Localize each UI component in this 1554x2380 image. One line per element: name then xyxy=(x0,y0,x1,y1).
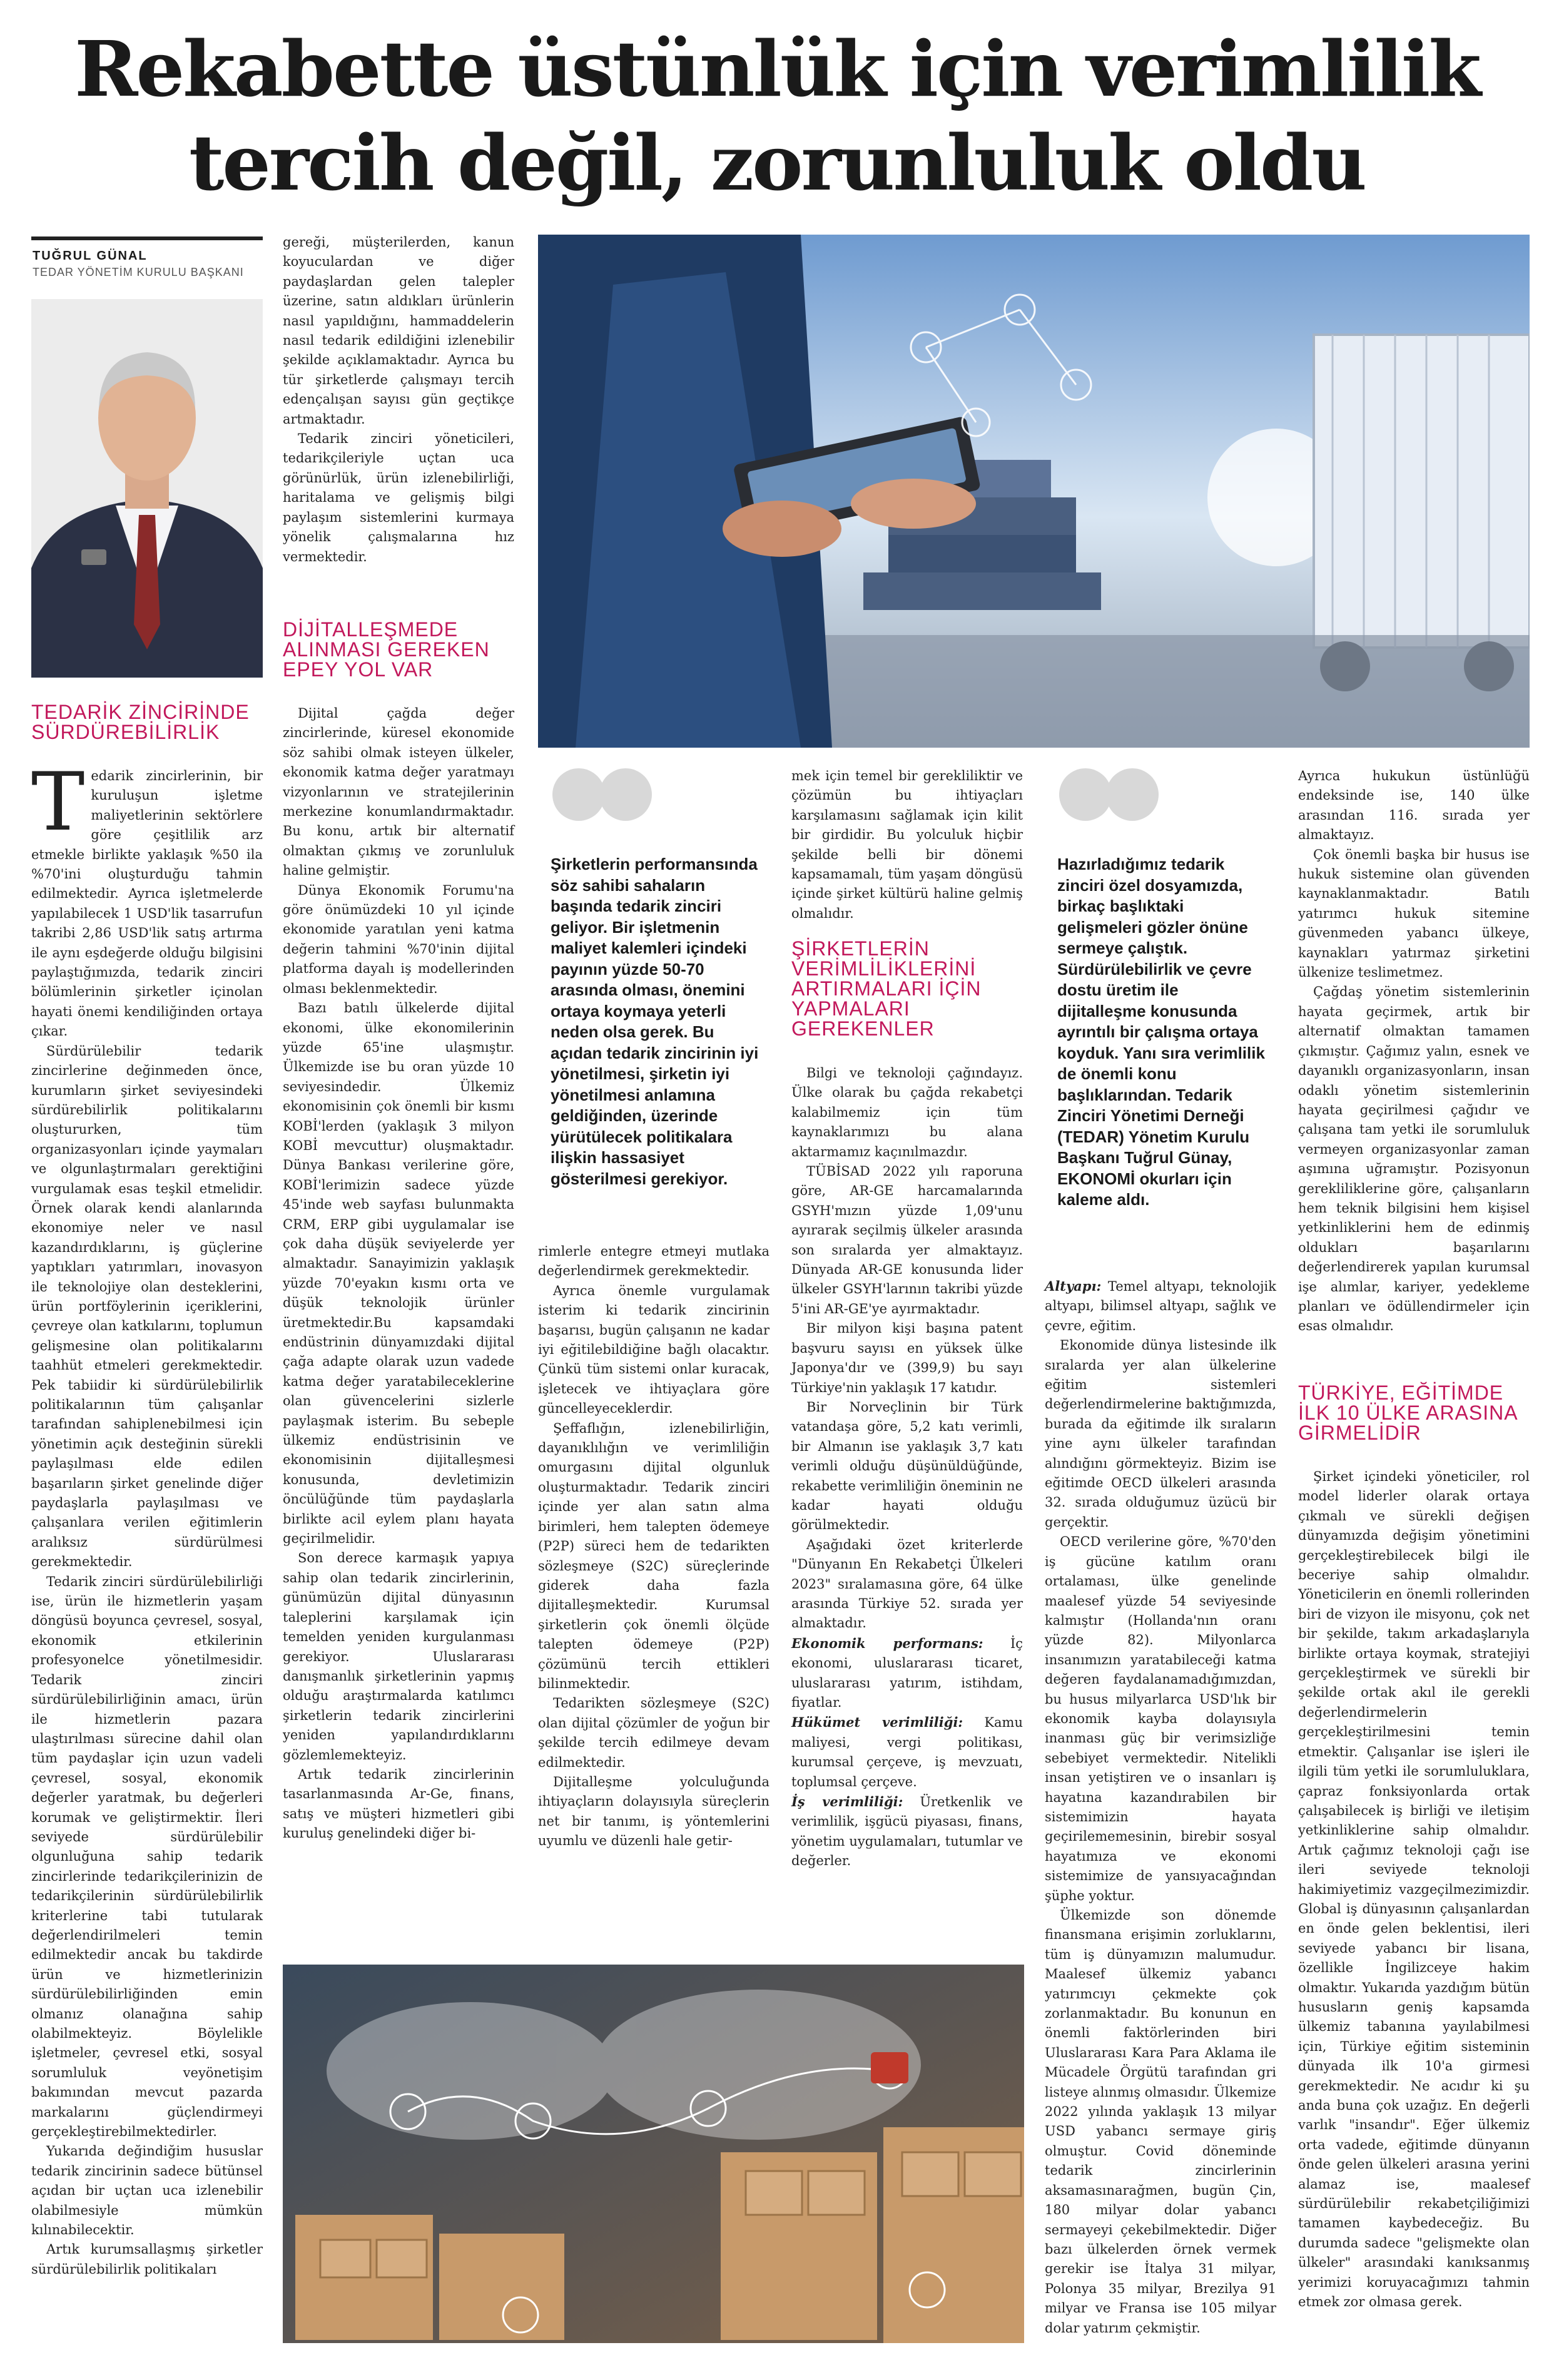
col3-paragraph: Ayrıca önemle vurgulamak isterim ki tedarik zincirinin başarısı, bugün çalışanın ne kadar iyi eğitilebildiğine bağlı olacaktır. Çünkü tüm sistemi onlar kuracak, işletecek ve ihtiyaçlara göre güncelleyeceklerdir. xyxy=(538,1283,769,1416)
col2-paragraph: Son derece karmaşık yapıya sahip olan tedarik zincirlerinin, günümüzün dijital dünyasının taleplerini karşılamak için temelden yeniden kurgulanması gerekiyor. Uluslararası danışmanlık şirketlerinin yapmış olduğu araştırmalarda katılımcı şirketlerin tedarik zincirlerini yeniden yapılandırdıklarını gözlemlemekteyiz. xyxy=(283,1550,514,1762)
col3-paragraph: Şeffaflığın, izlenebilirliğin, dayanıklılığın ve verimliliğin omurgasını dijital olgunluk oluşturmaktadır. Tedarik zinciri içinde yer alan satın alma birimleri, hem talepten ödemeye (P2P) süreci hem de tedarikten sözleşmeye (S2C) süreçlerinde giderek daha fazla dijitalleşmektedir. Kurumsal şirketlerin çok önemli ölçüde talepten ödemeye (P2P) çözümünü tercih ettikleri bilinmektedir. xyxy=(538,1420,769,1691)
headline-line-2: tercih değil, zorunluluk oldu xyxy=(188,118,1366,208)
subhead-dijitallesme: DİJİTALLEŞMEDE ALINMASI GEREKEN EPEY YOL VAR xyxy=(283,618,490,681)
subhead-egitim: TÜRKİYE, EĞİTİMDE İLK 10 ÜLKE ARASINA GİRMELİDİR xyxy=(1298,1381,1517,1444)
criteria-infrastructure: Altyapı: Temel altyapı, teknolojik altyapı, bilimsel altyapı, sağlık ve çevre, eğitim. xyxy=(1045,1278,1276,1333)
col4-paragraph: Bir Norveçlinin bir Türk vatandaşa göre, 5,2 katı verimli, bir Almanın ise yaklaşık 3,7 katı verimli olduğu düşünüldüğünde, rekabette verimliliğin öneminin ne kadar hayati olduğu görülmektedir. xyxy=(791,1399,1023,1533)
col2-paragraph: Dünya Ekonomik Forumu'na göre önümüzdeki 10 yıl içinde ekonomide yaratılan yeni katma değerin tahmini %70'inin dijital platforma dayalı iş modellerinden olması beklenmektedir. xyxy=(283,882,514,996)
headline xyxy=(0,22,1554,210)
col6-paragraph: Ayrıca hukukun üstünlüğü endeksinde ise, 140 ülke arasından 116. sırada yer almaktayız. xyxy=(1298,768,1530,843)
col3-paragraph: rimlerle entegre etmeyi mutlaka değerlendirmek gerekmektedir. xyxy=(538,1244,769,1279)
pull-quote-2: Hazırladığımız tedarik zinciri özel dosyamızda, birkaç başlıktaki gelişmeleri gözler önüne sermeye çalıştık. Sürdürülebilirlik ve çevre dostu üretim ile dijitalleşme konusunda ayrıntılı bir çalışma ortaya koyduk. Yanı sıra verimlilik de önemli konu başlıklarından. Tedarik Zinciri Yönetimi Derneği (TEDAR) Yönetim Kurulu Başkanı Tuğrul Günay, EKONOMİ okurları için kaleme aldı. xyxy=(1057,855,1265,1209)
criteria-economic: Ekonomik performans: İç ekonomi, uluslararası ticaret, uluslararası yatırım, istihdam, fiyatlar. xyxy=(791,1635,1023,1710)
criteria-government: Hükümet verimliliği: Kamu maliyesi, vergi politikası, kurumsal çerçeve, iş mevzuatı, toplumsal çerçeve. xyxy=(791,1714,1023,1789)
col3-paragraph: Dijitalleşme yolculuğunda ihtiyaçların dolayısıyla süreçlerin net bir tanımı, iş yöntemlerini uyumlu ve düzenli hale getir- xyxy=(538,1774,769,1849)
col6-paragraph: Çok önemli başka bir husus ise hukuk sistemine olan güvenden kaynaklanmaktadır. Batılı yatırımcı hukuk sitemine güvenmeden yabancı ülkeye, kaynakları yatırmaz şirketini ülkenize teslimetmez. xyxy=(1298,847,1530,980)
col2-paragraph: Bazı batılı ülkelerde dijital ekonomi, ülke ekonomilerinin yüzde 65'ine ulaşmıştır. Ülkemizde ise bu oran yüzde 10 seviyesindedir. Ülkemiz ekonomisinin çok önemli bir kısmı KOBİ'lerden (yaklaşık 3 milyon KOBİ mevcuttur) oluşmaktadır. Dünya Bankası verilerine göre, KOBİ'lerimizin sadece yüzde 45'inde web sayfası bulunmakta CRM, ERP gibi uygulamalar ise çok daha düşük seviyelerde yer almaktadır. Sanayimizin yaklaşık yüzde 70'eyakın kısmı orta ve düşük teknolojik ürünler üretmektedir.Bu kapsamdaki endüstrinin dünyamızdaki dijital çağa adapte olarak uzun vadede katma değer yaratabileceklerine olan güvencelerini sizlerle paylaşmak isterim. Bu sebeple ülkemiz endüstrisinin ve ekonomisinin dijitalleşmesi konusunda, devletimizin öncülüğünde tüm paydaşlarla birlikte acil eylem planı hayata geçirilmelidir. xyxy=(283,1000,514,1547)
column-6 xyxy=(1298,1467,1530,2312)
col2-paragraph: Tedarik zinciri yöneticileri, tedarikçileriyle uçtan uca görünürlük, ürün izlenebilirliği, haritalama ve gelişmiş bilgi paylaşım sistemlerini kurmaya yönelik çalışmalarına hız vermektedir. xyxy=(283,431,514,564)
quote-mark-icon xyxy=(1057,766,1164,823)
col1-intro: edarik zincirlerinin, bir kuruluşun işletme maliyetlerinin sektörlere göre çeşitlilik arz etmekle birlikte yaklaşık %50 ila %70'ini oluşturduğu tahmin edilmektedir. Ayrıca işletmelerde yapılabilecek 1 USD'lik tasarrufun takribi 2,86 USD'lik satış artırma ile aynı eşdeğerde olduğu bilgisini paylaştığımızda, tedarik zinciri bölümlerinin şirketler içinolan hayati önemi kendiliğinden ortaya çıkar. xyxy=(31,768,263,1039)
col5-paragraph: Ülkemizde son dönemde finansmana erişimin zorluklarını, tüm iş dünyamızın malumudur. Maalesef ülkemiz yabancı yatırımcıyı çekmekte çok zorlanmaktadır. Bu konunun en önemli faktörlerinden biri Uluslararası Kara Para Aklama ile Mücadele Örgütü tarafından gri listeye alınmış olmasıdır. Ülkemize 2022 yılında yaklaşık 13 milyar USD yabancı sermaye giriş olmuştur. Covid döneminde tedarik zincirlerinin aksamasınarağmen, bugün Çin, 180 milyar dolar yabancı sermayeyi çekebilmektedir. Diğer bazı ülkelerden örnek vermek gerekir ise İtalya 31 milyar, Polonya 35 milyar, Brezilya 91 milyar ve Fransa ise 105 milyar dolar yatırım çekmiştir. xyxy=(1045,1908,1276,2336)
subhead-surdurebilirlik: TEDARİK ZİNCİRİNDE SÜRDÜREBİLİRLİK xyxy=(31,701,250,743)
author-photo xyxy=(31,299,263,678)
pull-quote-1: Şirketlerin performansında söz sahibi sahaların başında tedarik zinciri geliyor. Bir işletmenin maliyet kalemleri içindeki payının yüzde 50-70 arasında olması, önemini ortaya koymaya yeterli neden olsa gerek. Bu açıdan tedarik zincirinin iyi yönetilmesi, şirketin iyi yönetilmesi anlamına geldiğinden, üzerinde yürütülecek politikalara ilişkin hassasiyet gösterilmesi gerekiyor. xyxy=(551,855,759,1188)
col4-paragraph: TÜBİSAD 2022 yılı raporuna göre, AR-GE harcamalarında GSYH'mızın yüzde 1,09'unu ayırarak seçilmiş ülkeler arasında son sıralarda yer almaktayız. Dünyada AR-GE konusunda lider ülkeler GSYH'larının takribi yüzde 5'ini AR-GE'ye ayırmaktadır. xyxy=(791,1164,1023,1316)
col1-paragraph: Yukarıda değindiğim hususlar tedarik zincirinin sadece bütünsel açıdan bir uçtan uca izlenebilir olabilmesiyle mümkün kılınabilecektir. xyxy=(31,2144,263,2238)
warehouse-map-image xyxy=(283,1965,1024,2343)
col2-paragraph: Dijital çağda değer zincirlerinde, küresel ekonomide söz sahibi olmak isteyen ülkeler, ekonomik katma değer yaratmayı vizyonlarının ve stratejilerinin merkezine konumlandırmaktadır. Bu konu, artık bir alternatif olmaktan çıkmış ve zorunluluk haline gelmiştir. xyxy=(283,706,514,878)
column-2-top xyxy=(283,233,514,567)
col1-paragraph: Tedarik zinciri sürdürülebilirliği ise, ürün ile hizmetlerin yaşam döngüsü boyunca çevresel, sosyal, ekonomik etkilerinin profesyonelce yönetilmesidir. Tedarik zinciri sürdürülebilirliğinin amacı, ürün ile hizmetlerin pazara ulaştırılması sürecine dahil olan tüm paydaşlar için uzun vadeli çevresel, sosyal, ekonomik değerler yaratmak, bu değerleri korumak ve geliştirmektir. İleri seviyede sürdürülebilir olgunluğuna sahip tedarik zincirlerinde tedarikçilerinizin de tedarikçilerinin sürdürülebilirlik kriterlerine tabi tutularak değerlendirilmeleri temin edilmektedir ancak bu takdirde ürün ve hizmetlerinizin sürdürülebilirliğinden emin olmanız olanağına sahip olabilmekteyiz. Böylelikle işletmeler, çevresel etki, sosyal sorumluluk veyönetişim bakımından mevcut pazarda markalarını güçlendirmeyi gerçekleştirebilmektedirler. xyxy=(31,1574,263,2140)
author-name: TUĞRUL GÜNAL xyxy=(33,249,148,263)
column-1 xyxy=(31,756,263,2368)
subhead-verimlilik: ŞİRKETLERİN VERİMLİLİKLERİNİ ARTIRMALARI İÇİN YAPMALARI GEREKENLER xyxy=(791,937,982,1040)
col2-paragraph: Artık tedarik zincirlerinin tasarlanmasında Ar-Ge, finans, satış ve müşteri hizmetleri gibi kuruluş genelindeki diğer bi- xyxy=(283,1766,514,1841)
drop-cap: T xyxy=(31,756,85,849)
col2-paragraph: gereği, müşterilerden, kanun koyuculardan ve diğer paydaşlardan gelen talepler üzerine, satın aldıkları ürünlerin nasıl yapıldığını, hammaddelerin nasıl tedarik edildiğini izlenebilir şekilde açıklamaktadır. Ayrıca bu tür şirketlerde çalışmayı tercih edençalışan sayısı gün geçtikçe artmaktadır. xyxy=(283,235,514,427)
criteria-business: İş verimliliği: Üretkenlik ve verimlilik, işgücü piyasası, finans, yönetim uygulamaları, tutumlar ve değerler. xyxy=(791,1794,1023,1869)
column-4-top xyxy=(791,766,1023,923)
col3-paragraph: Tedarikten sözleşmeye (S2C) olan dijital çözümler de yoğun bir şekilde tercih edilmeye devam edilmektedir. xyxy=(538,1696,769,1770)
headline-line-1: Rekabette üstünlük için verimlilik xyxy=(74,24,1480,114)
col1-paragraph: Artık kurumsallaşmış şirketler sürdürülebilirlik politikaları xyxy=(31,2242,263,2277)
col5-paragraph: Ekonomide dünya listesinde ilk sıralarda yer alan ülkelerine eğitim sistemleri değerlendirmelerine baktığımızda, burada da eğitimde ilk sıraların yine aynı ülkeler tarafından alındığını görmekteyiz. Bizim ise eğitimde OECD ülkeleri arasında 32. sırada olduğumuz üzücü bir gerçektir. xyxy=(1045,1338,1276,1530)
column-6-top xyxy=(1298,766,1530,1336)
col4-paragraph: Aşağıdaki özet kriterlerde "Dünyanın En Rekabetçi Ülkeleri 2023" sıralamasına göre, 64 ülke arasında Türkiye 52. sırada yer almaktadır. xyxy=(791,1537,1023,1631)
col6-paragraph: Şirket içindeki yöneticiler, rol model liderler olarak ortaya çıkmalı ve sürekli değişen dünyamızda değişim yönetimini gerçekleştirebilecek bilgi ile beceriye sahip olmalıdır. Yöneticilerin en önemli rollerinden biri de vizyon ile misyonu, çok net bir şekilde, takım arkadaşlarıyla birlikte ortaya koymak, stratejiyi gerçekleştirmek ve sürekli bir şekilde ortak akıl ile gerekli değerlendirmelerin gerçekleştirilmesini temin etmektir. Çalışanlar ise işleri ile ilgili tüm yetki ile sorumluluklara, çapraz fonksiyonlarda ortak çalışabilecek iş birliği ve iletişim yetkinliklerine sahip olmalıdır. Artık çağımız teknoloji çağı ise ileri seviyede teknoloji hakimiyetimiz vazgeçilmezimizdir. Global iş dünyasının çalışanlardan en önde gelen beklentisi, ileri seviyede yabancı bir lisana, özellikle İngilizceye hakim olmaktır. Yukarıda yazdığım bütün hususların geniş kapsamda ülkemiz tabanına yayılabilmesi için, Türkiye eğitim sisteminin dünyada ilk 10'a girmesi gerekmektedir. Ne acıdır ki şu anda buna çok uzağız. En değerli varlık "insandır". Eğer ülkemiz orta vadede, eğitimde dünyanın önde gelen ülkeleri arasına yerini alamaz ise, maalesef sürdürülebilir rekabetçiliğimizi tamamen kaybedeceğiz. Bu durumda sadece "gelişmekte olan ülkeler" arasındaki kanıksanmış yerimizi koruyacağımızı tahmin etmek zor olmasa gerek. xyxy=(1298,1469,1530,2310)
column-3 xyxy=(538,1242,769,1851)
hero-logistics-image xyxy=(538,235,1530,748)
author-title: TEDAR YÖNETİM KURULU BAŞKANI xyxy=(33,266,244,278)
col6-paragraph: Çağdaş yönetim sistemlerinin hayata geçirmek, artık bir alternatif olmaktan tamamen çıkmıştır. Çağımız yalın, esnek ve dayanıklı organizasyonların, insan odaklı yönetim sistemlerinin hayata geçirilmesi çağıdır ve çalışana tam yetki ile sorumluluk vermeyen organizasyonlar zaman aşımına uğramıştır. Pozisyonun gerekliliklerine göre, çalışanların hem teknik bilgisini hem kişisel yetkinliklerini hem de edinmiş oldukları başarılarını değerlendirerek yapılan kurumsal işe alımlar, kariyer, yedekleme planları ve ödüllendirmeler için esas olmalıdır. xyxy=(1298,984,1530,1334)
column-2 xyxy=(283,704,514,1949)
author-rule xyxy=(31,236,263,240)
quote-mark-icon xyxy=(551,766,657,823)
column-4 xyxy=(791,1064,1023,1871)
col5-paragraph: OECD verilerine göre, %70'den iş gücüne katılım oranı ortalaması, ülke genelinde maalesef yüzde 54 seviyesinde kalmıştır (Hollanda'nın oranı yüzde 82). Milyonlarca insanımızın yaratabileceği katma değeren faydalanamadığımızdan, bu husus milyarlarca USD'lık bir ekonomik kayba dolayısıyla inanması güç bir verimsizliğe sebebiyet vermektedir. Nitelikli insan yetiştiren ve o insanları iş hayatına kazandırabilen bir sistemimizin hayata geçirilememesinin, birebir sosyal hayatımıza ve ekonomi sistemimize de yansıyacağından şüphe yoktur. xyxy=(1045,1534,1276,1903)
column-5 xyxy=(1045,1276,1276,2338)
col4-paragraph: Bilgi ve teknoloji çağındayız. Ülke olarak bu çağda rekabetçi kalabilmemiz için tüm kaynaklarımızı bu alana aktarmamız kaçınılmazdır. xyxy=(791,1065,1023,1159)
col4-paragraph: mek için temel bir gerekliliktir ve çözümün bu ihtiyaçları karşılamasını sağlamak için kilit bir girdidir. Bu yolculuk hiçbir şekilde belli bir dönemi kapsamamalı, tüm yaşam döngüsü içinde şirket kültürü haline gelmiş olmalıdır. xyxy=(791,768,1023,921)
col1-paragraph: Sürdürülebilir tedarik zincirlerine değinmeden önce, kurumların şirket seviyesindeki sürdürebilirlik politikalarını oluştururken, tüm organizasyonları içinde yaymaları ve olgunlaştırmaları gerektiğini vurgulamak esas teşkil etmelidir. Örnek olarak kendi alanlarında ekonomiye neler ve nasıl kazandırdıklarını, iş güçlerine yaptıkları yatırımları, inovasyon ile teknolojiye olan desteklerini, ürün portföylerinin içeriklerini, çevreye olan katkılarını, toplumun gelişmesine olan politikalarını taahhüt etmeleri gerekmektedir. Pek tabiidir ki sürdürülebilirlik politikalarının tüm çalışanlar tarafından sahiplenebilmesi için yönetimin açık desteğinin sürekli paylaşılması elde edilen başarıların şirket genelinde diğer paydaşlarla paylaşılması ve çalışanlara verilen eğitimlerin aralıksız sürdürülmesi gerekmektedir. xyxy=(31,1043,263,1570)
col4-paragraph: Bir milyon kişi başına patent başvuru sayısı en yüksek ülke Japonya'dır ve (399,9) bu sayı Türkiye'nin yaklaşık 17 katıdır. xyxy=(791,1321,1023,1395)
